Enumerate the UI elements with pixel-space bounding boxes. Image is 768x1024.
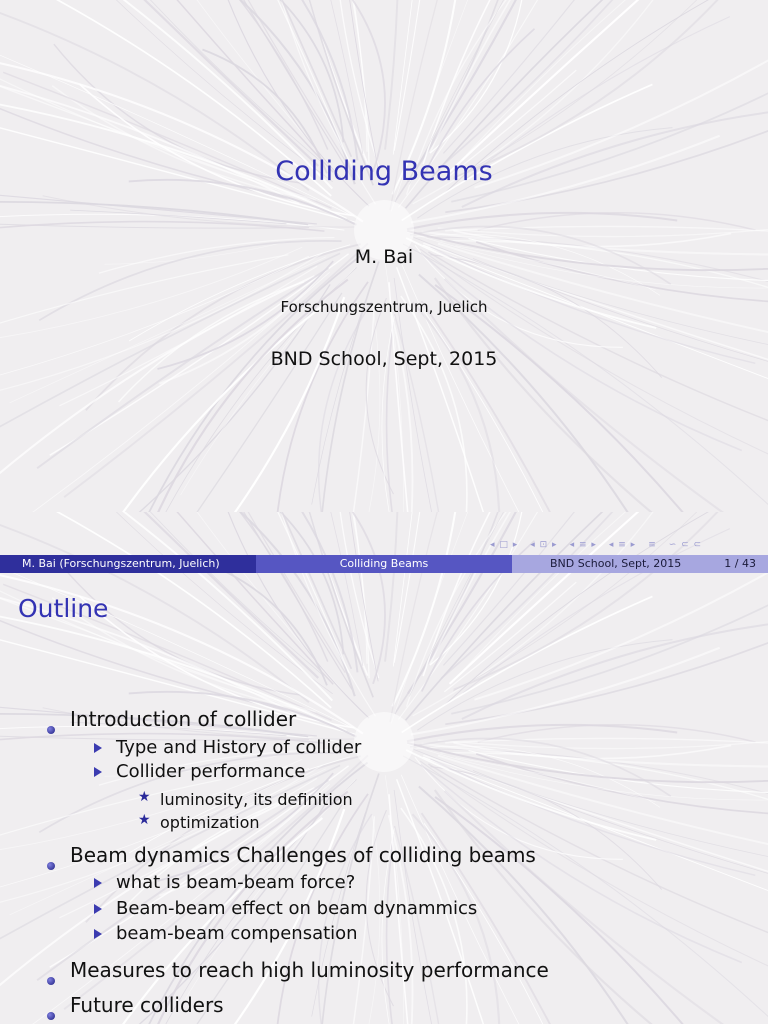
bullet-star-icon: ★ [138, 812, 151, 828]
presentation-title: Colliding Beams [275, 156, 493, 187]
bullet-star-icon: ★ [138, 789, 151, 805]
outline-item: Introduction of collider [70, 707, 297, 731]
bullet-triangle-icon [94, 904, 102, 914]
outline-slide [0, 512, 768, 1024]
nav-outline-icon[interactable]: ≡ [648, 540, 657, 550]
bullet-triangle-icon [94, 767, 102, 777]
bullet-triangle-icon [94, 743, 102, 753]
outline-subitem: Collider performance [116, 761, 306, 782]
nav-section-icon[interactable]: ◂ ≡ ▸ [569, 540, 597, 550]
footline [0, 555, 768, 573]
bullet-circle-icon [47, 977, 55, 985]
author-institute: Forschungszentrum, Juelich [280, 298, 488, 316]
outline-item: Beam dynamics Challenges of colliding beams [70, 843, 536, 867]
bullet-circle-icon [47, 1012, 55, 1020]
nav-subsection-icon[interactable]: ◂ ⊡ ▸ [530, 540, 558, 550]
footline-author: M. Bai (Forschungszentrum, Juelich) [0, 555, 256, 573]
outline-item: Future colliders [70, 993, 224, 1017]
author-name: M. Bai [354, 246, 414, 268]
outline-subsubitem: luminosity, its definition [160, 790, 353, 809]
outline-subitem: Type and History of collider [116, 737, 362, 758]
bullet-triangle-icon [94, 878, 102, 888]
footline-date: BND School, Sept, 2015 [550, 557, 682, 570]
outline-subitem: beam-beam compensation [116, 923, 358, 944]
nav-search-icon[interactable]: ∽ ⊂ ⊂ [668, 540, 703, 550]
outline-item: Measures to reach high luminosity performance [70, 958, 549, 982]
outline-subsubitem: optimization [160, 813, 260, 832]
navigation-symbols [490, 539, 765, 551]
footline-date-page [512, 555, 768, 573]
bullet-circle-icon [47, 726, 55, 734]
frame-title: Outline [18, 594, 109, 623]
nav-frame-icon[interactable]: ◂ □ ▸ [490, 540, 519, 550]
footline-title: Colliding Beams [256, 555, 512, 573]
bullet-circle-icon [47, 862, 55, 870]
bullet-triangle-icon [94, 929, 102, 939]
page-number: 1 / 43 [724, 557, 756, 570]
nav-subsection-list-icon[interactable]: ◂ ≡ ▸ [608, 540, 637, 550]
outline-subitem: Beam-beam effect on beam dynammics [116, 898, 478, 919]
event-date: BND School, Sept, 2015 [270, 348, 498, 370]
outline-subitem: what is beam-beam force? [116, 872, 356, 893]
